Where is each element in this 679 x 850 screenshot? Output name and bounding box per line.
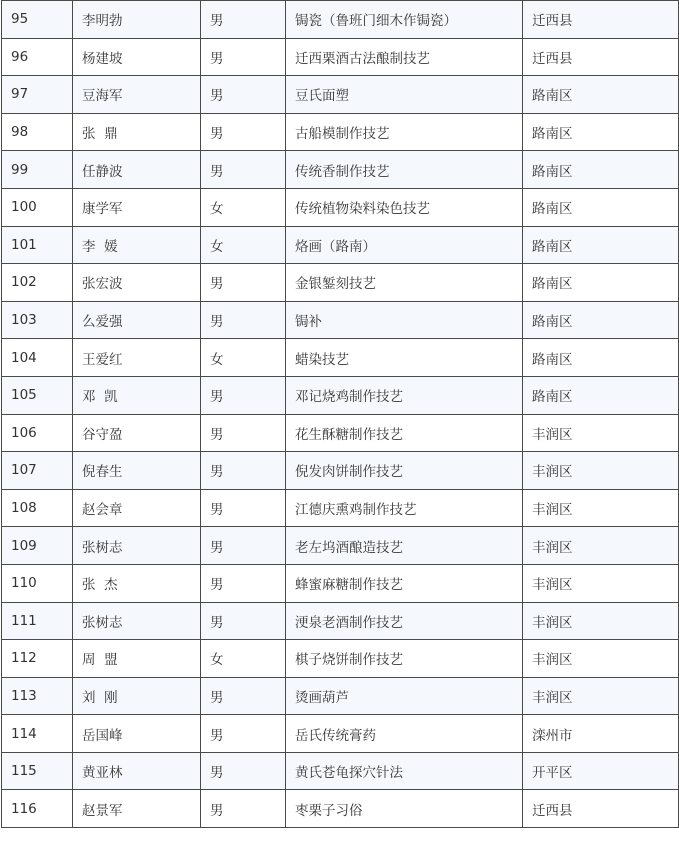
- row-number-cell: 111: [2, 602, 73, 640]
- table-row: [2, 452, 679, 490]
- table-row: [2, 76, 679, 114]
- area-cell: 路南区: [523, 226, 679, 264]
- item-cell: 传统植物染料染色技艺: [286, 188, 523, 226]
- row-number-cell: 96: [2, 38, 73, 76]
- gender-cell: 男: [201, 564, 286, 602]
- row-number-cell: 99: [2, 151, 73, 189]
- row-number-cell: 100: [2, 188, 73, 226]
- table-row: [2, 527, 679, 565]
- gender-cell: 男: [201, 715, 286, 753]
- item-cell: 蜡染技艺: [286, 339, 523, 377]
- name-cell: 周 盟: [73, 640, 201, 678]
- row-number-cell: 95: [2, 1, 73, 39]
- row-number-cell: 110: [2, 564, 73, 602]
- row-number-cell: 104: [2, 339, 73, 377]
- item-cell: 棋子烧饼制作技艺: [286, 640, 523, 678]
- name-cell: 豆海军: [73, 76, 201, 114]
- name-cell: 李明勃: [73, 1, 201, 39]
- table-row: [2, 414, 679, 452]
- area-cell: 丰润区: [523, 489, 679, 527]
- row-number-cell: 108: [2, 489, 73, 527]
- gender-cell: 男: [201, 790, 286, 828]
- gender-cell: 男: [201, 677, 286, 715]
- name-cell: 黄亚林: [73, 752, 201, 790]
- table-row: [2, 339, 679, 377]
- gender-cell: 男: [201, 376, 286, 414]
- table-row: [2, 226, 679, 264]
- item-cell: 古船模制作技艺: [286, 113, 523, 151]
- item-cell: 豆氏面塑: [286, 76, 523, 114]
- table-row: [2, 564, 679, 602]
- item-cell: 岳氏传统膏药: [286, 715, 523, 753]
- table-row: [2, 301, 679, 339]
- table-body: [2, 1, 679, 828]
- area-cell: 丰润区: [523, 414, 679, 452]
- gender-cell: 男: [201, 264, 286, 302]
- gender-cell: 男: [201, 527, 286, 565]
- area-cell: 丰润区: [523, 677, 679, 715]
- row-number-cell: 97: [2, 76, 73, 114]
- gender-cell: 男: [201, 301, 286, 339]
- area-cell: 丰润区: [523, 640, 679, 678]
- gender-cell: 男: [201, 38, 286, 76]
- row-number-cell: 115: [2, 752, 73, 790]
- item-cell: 传统香制作技艺: [286, 151, 523, 189]
- item-cell: 倪发肉饼制作技艺: [286, 452, 523, 490]
- gender-cell: 男: [201, 489, 286, 527]
- gender-cell: 男: [201, 452, 286, 490]
- item-cell: 江德庆熏鸡制作技艺: [286, 489, 523, 527]
- name-cell: 张 鼎: [73, 113, 201, 151]
- name-cell: 刘 刚: [73, 677, 201, 715]
- table-row: [2, 715, 679, 753]
- item-cell: 金银錾刻技艺: [286, 264, 523, 302]
- gender-cell: 女: [201, 640, 286, 678]
- table-row: [2, 113, 679, 151]
- item-cell: 锔补: [286, 301, 523, 339]
- name-cell: 王爱红: [73, 339, 201, 377]
- item-cell: 枣栗子习俗: [286, 790, 523, 828]
- gender-cell: 男: [201, 414, 286, 452]
- table-row: [2, 602, 679, 640]
- area-cell: 路南区: [523, 76, 679, 114]
- gender-cell: 男: [201, 752, 286, 790]
- area-cell: 丰润区: [523, 602, 679, 640]
- name-cell: 张 杰: [73, 564, 201, 602]
- name-cell: 杨建坡: [73, 38, 201, 76]
- item-cell: 黄氏苍龟探穴针法: [286, 752, 523, 790]
- item-cell: 烫画葫芦: [286, 677, 523, 715]
- gender-cell: 女: [201, 339, 286, 377]
- gender-cell: 女: [201, 188, 286, 226]
- row-number-cell: 105: [2, 376, 73, 414]
- row-number-cell: 114: [2, 715, 73, 753]
- row-number-cell: 109: [2, 527, 73, 565]
- row-number-cell: 102: [2, 264, 73, 302]
- area-cell: 路南区: [523, 151, 679, 189]
- name-cell: 张树志: [73, 602, 201, 640]
- row-number-cell: 116: [2, 790, 73, 828]
- name-cell: 倪春生: [73, 452, 201, 490]
- name-cell: 赵景军: [73, 790, 201, 828]
- area-cell: 路南区: [523, 376, 679, 414]
- name-cell: 任静波: [73, 151, 201, 189]
- item-cell: 蜂蜜麻糖制作技艺: [286, 564, 523, 602]
- area-cell: 开平区: [523, 752, 679, 790]
- area-cell: 路南区: [523, 188, 679, 226]
- row-number-cell: 101: [2, 226, 73, 264]
- table-row: [2, 677, 679, 715]
- table-row: [2, 1, 679, 39]
- row-number-cell: 113: [2, 677, 73, 715]
- name-cell: 李 媛: [73, 226, 201, 264]
- table-row: [2, 264, 679, 302]
- name-cell: 张树志: [73, 527, 201, 565]
- area-cell: 丰润区: [523, 452, 679, 490]
- gender-cell: 女: [201, 226, 286, 264]
- item-cell: 花生酥糖制作技艺: [286, 414, 523, 452]
- table-row: [2, 376, 679, 414]
- item-cell: 锔瓷（鲁班门细木作锔瓷）: [286, 1, 523, 39]
- gender-cell: 男: [201, 76, 286, 114]
- table-row: [2, 790, 679, 828]
- name-cell: 张宏波: [73, 264, 201, 302]
- row-number-cell: 106: [2, 414, 73, 452]
- table-row: [2, 640, 679, 678]
- table-row: [2, 38, 679, 76]
- table-row: [2, 752, 679, 790]
- gender-cell: 男: [201, 151, 286, 189]
- item-cell: 老左坞酒酿造技艺: [286, 527, 523, 565]
- area-cell: 迁西县: [523, 790, 679, 828]
- item-cell: 浭泉老酒制作技艺: [286, 602, 523, 640]
- row-number-cell: 107: [2, 452, 73, 490]
- name-cell: 岳国峰: [73, 715, 201, 753]
- item-cell: 迁西栗酒古法酿制技艺: [286, 38, 523, 76]
- name-cell: 么爱强: [73, 301, 201, 339]
- item-cell: 烙画（路南）: [286, 226, 523, 264]
- area-cell: 迁西县: [523, 38, 679, 76]
- table-row: [2, 489, 679, 527]
- item-cell: 邓记烧鸡制作技艺: [286, 376, 523, 414]
- area-cell: 路南区: [523, 264, 679, 302]
- area-cell: 路南区: [523, 301, 679, 339]
- gender-cell: 男: [201, 1, 286, 39]
- area-cell: 丰润区: [523, 564, 679, 602]
- gender-cell: 男: [201, 113, 286, 151]
- area-cell: 路南区: [523, 339, 679, 377]
- area-cell: 丰润区: [523, 527, 679, 565]
- table-row: [2, 151, 679, 189]
- row-number-cell: 98: [2, 113, 73, 151]
- inheritors-table: [1, 0, 679, 828]
- area-cell: 滦州市: [523, 715, 679, 753]
- row-number-cell: 112: [2, 640, 73, 678]
- name-cell: 康学军: [73, 188, 201, 226]
- name-cell: 谷守盈: [73, 414, 201, 452]
- area-cell: 路南区: [523, 113, 679, 151]
- name-cell: 赵会章: [73, 489, 201, 527]
- area-cell: 迁西县: [523, 1, 679, 39]
- name-cell: 邓 凯: [73, 376, 201, 414]
- gender-cell: 男: [201, 602, 286, 640]
- row-number-cell: 103: [2, 301, 73, 339]
- table-row: [2, 188, 679, 226]
